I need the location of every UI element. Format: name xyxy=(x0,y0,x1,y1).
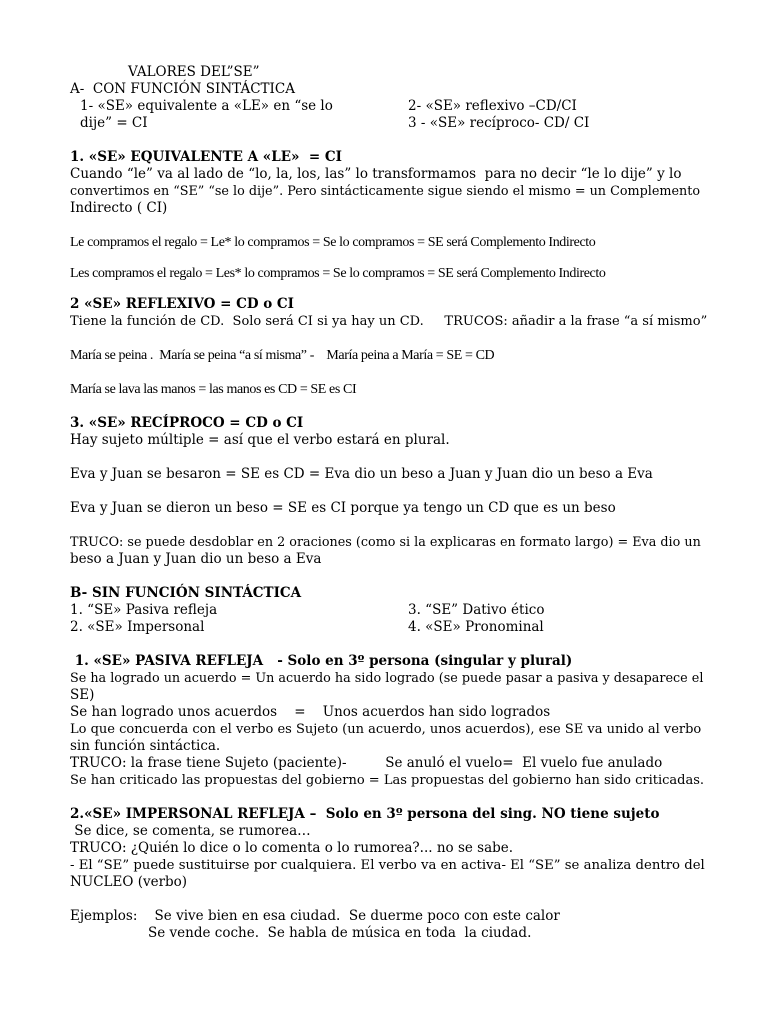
s1-heading: 1. «SE» EQUIVALENTE A «LE» = CI xyxy=(70,149,342,165)
document-page xyxy=(70,64,710,942)
s1-text-2: convertimos en “SE” “se lo dije”. Pero sintácticamente sigue siendo el mismo = un Complemento xyxy=(70,184,701,199)
section-b-item-2: 2. «SE» Impersonal xyxy=(70,619,205,635)
b1-text-7: Se han criticado las propuestas del gobierno = Las propuestas del gobierno han sido criticadas. xyxy=(70,773,705,788)
s2-example-1: María se peina . María se peina “a sí misma” - María peina a María = SE = CD xyxy=(70,348,495,363)
b2-text-1: Se dice, se comenta, se rumorea… xyxy=(70,823,311,839)
b1-text-3: Se han logrado unos acuerdos = Unos acuerdos han sido logrados xyxy=(70,704,551,720)
s3-text-1: Hay sujeto múltiple = así que el verbo estará en plural. xyxy=(70,432,450,448)
section-b-row-1 xyxy=(70,602,710,619)
s2-heading: 2 «SE» REFLEXIVO = CD o CI xyxy=(70,296,294,312)
s3-heading: 3. «SE» RECÍPROCO = CD o CI xyxy=(70,415,304,431)
s3-truco-1: TRUCO: se puede desdoblar en 2 oraciones (como si la explicaras en formato largo) = Eva dio un xyxy=(70,535,701,550)
s3-truco-2: beso a Juan y Juan dio un beso a Eva xyxy=(70,551,322,567)
s1-text-3: Indirecto ( CI) xyxy=(70,200,168,216)
s2-example-2: María se lava las manos = las manos es CD = SE es CI xyxy=(70,382,357,397)
b1-heading: 1. «SE» PASIVA REFLEJA - Solo en 3º persona (singular y plural) xyxy=(70,653,573,669)
s2-text-1: Tiene la función de CD. Solo será CI si ya hay un CD. TRUCOS: añadir a la frase “a sí mismo” xyxy=(70,314,708,329)
s3-example-1: Eva y Juan se besaron = SE es CD = Eva dio un beso a Juan y Juan dio un beso a Eva xyxy=(70,466,653,482)
section-b-item-3: 3. “SE” Dativo ético xyxy=(408,602,545,618)
b1-text-4: Lo que concuerda con el verbo es Sujeto (un acuerdo, unos acuerdos), ese SE va unido al verbo xyxy=(70,722,702,737)
section-a-heading: A- CON FUNCIÓN SINTÁCTICA xyxy=(70,81,295,97)
section-a-item-3: 3 - «SE» recíproco- CD/ CI xyxy=(408,115,590,131)
b1-text-5: sin función sintáctica. xyxy=(70,738,221,754)
b2-heading: 2.«SE» IMPERSONAL REFLEJA – Solo en 3º persona del sing. NO tiene sujeto xyxy=(70,806,660,822)
s1-example-1: Le compramos el regalo = Le* lo compramos = Se lo compramos = SE será Complemento Indirecto xyxy=(70,235,596,250)
b1-text-2: SE) xyxy=(70,687,95,703)
b2-text-4: NUCLEO (verbo) xyxy=(70,874,188,890)
b1-text-6: TRUCO: la frase tiene Sujeto (paciente)- Se anuló el vuelo= El vuelo fue anulado xyxy=(70,755,663,771)
b2-examples-2: Se vende coche. Se habla de música en toda la ciudad. xyxy=(148,925,532,941)
b2-text-3: - El “SE” puede sustituirse por cualquiera. El verbo va en activa- El “SE” se analiza dentro del xyxy=(70,858,705,873)
s1-example-2: Les compramos el regalo = Les* lo compramos = Se lo compramos = SE será Complemento Indirecto xyxy=(70,266,606,281)
b1-text-1: Se ha logrado un acuerdo = Un acuerdo ha sido logrado (se puede pasar a pasiva y desaparece el xyxy=(70,671,704,686)
section-b-row-2 xyxy=(70,619,710,636)
s3-example-2: Eva y Juan se dieron un beso = SE es CI porque ya tengo un CD que es un beso xyxy=(70,500,616,516)
b2-text-2: TRUCO: ¿Quién lo dice o lo comenta o lo rumorea?... no se sabe. xyxy=(70,840,514,856)
section-a-row-2 xyxy=(70,115,710,132)
b2-examples-1: Ejemplos: Se vive bien en esa ciudad. Se duerme poco con este calor xyxy=(70,908,560,924)
s1-text-1: Cuando “le” va al lado de “lo, la, los, las” lo transformamos para no decir “le lo dije” y lo xyxy=(70,166,682,182)
section-a-item-2: 2- «SE» reflexivo –CD/CI xyxy=(408,98,577,114)
document-title: VALORES DEL”SE” xyxy=(128,64,260,80)
section-a-row-1 xyxy=(70,98,710,115)
section-b-heading: B- SIN FUNCIÓN SINTÁCTICA xyxy=(70,585,302,601)
section-b-item-4: 4. «SE» Pronominal xyxy=(408,619,544,635)
section-a-item-1-cont: dije” = CI xyxy=(80,115,148,131)
section-a-item-1: 1- «SE» equivalente a «LE» en “se lo xyxy=(80,98,333,114)
section-b-item-1: 1. “SE» Pasiva refleja xyxy=(70,602,218,618)
